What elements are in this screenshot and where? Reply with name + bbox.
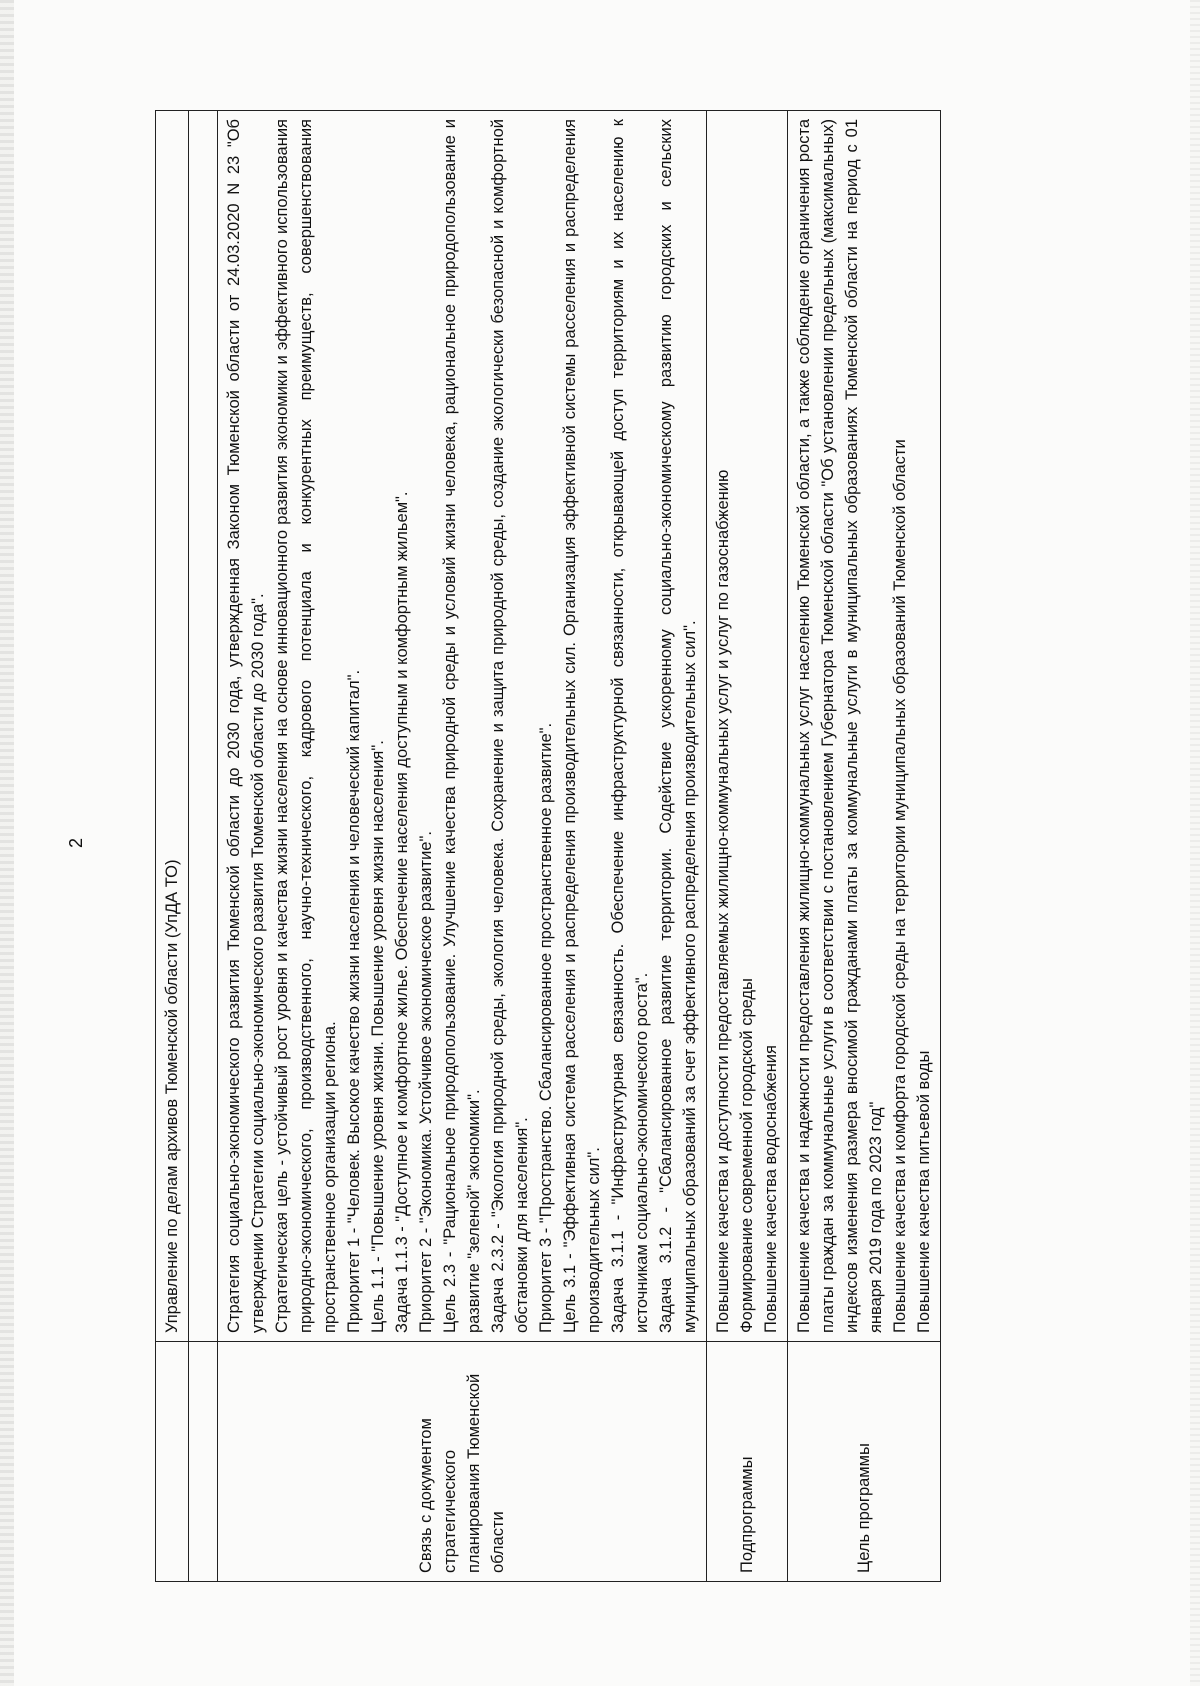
table-row-subprograms [707, 111, 788, 1582]
strategy-label-cell: Связь с документом стратегического планирования Тюменской области [218, 1342, 707, 1582]
strategy-paragraph: Приоритет 1 - "Человек. Высокое качество жизни населения и человеческий капитал". [345, 669, 363, 1333]
strategy-paragraph: Приоритет 2 - "Экономика. Устойчивое экономическое развитие". [417, 831, 435, 1333]
table-row-header [156, 111, 189, 1582]
subprogram-item: Повышение качества водоснабжения [762, 1045, 780, 1333]
strategy-paragraph: Стратегическая цель - устойчивый рост уровня и качества жизни населения на основе инновационного развития экономики и эффективного использования природно-экономического, производственного, научно-технического, кадрового потенциала и конкурентных преимуществ, совершенствования пространственное организации региона. [273, 119, 339, 1333]
strategy-paragraph: Цель 3.1 - "Эффективная система расселения и распределения производительных сил. Организация эффективной системы расселения и распределения производительных сил". [561, 119, 603, 1333]
strategy-paragraph: Цель 2.3 - "Рациональное природопользование. Улучшение качества природной среды и условий жизни человека, рациональное природопользование и развитие "зеленой" экономики". [441, 119, 483, 1333]
goal-item: Повышение качества питьевой воды [915, 1050, 933, 1333]
strategy-paragraph: Задача 3.1.1 - "Инфраструктурная связанность. Обеспечение инфраструктурной связанности, открывающей доступ территориям и их населению к источникам социально-экономического роста". [609, 119, 651, 1333]
strategy-paragraph: Приоритет 3 - "Пространство. Сбалансированное пространственное развитие". [537, 722, 555, 1333]
header-left-cell [156, 1342, 189, 1582]
strategy-paragraph: Цель 1.1 - "Повышение уровня жизни. Повышение уровня жизни населения". [369, 740, 387, 1333]
program-passport-table [155, 110, 941, 1582]
page-number: 2 [66, 838, 86, 849]
strategy-paragraph: Задача 1.1.3 - "Доступное и комфортное жилье. Обеспечение населения доступным и комфортным жильем". [393, 491, 411, 1333]
table-row-goal [788, 111, 941, 1582]
table-row-gap [189, 111, 218, 1582]
gap-cell-right [189, 111, 218, 1342]
strategy-paragraph: Задача 2.3.2 - "Экология природной среды, экология человека. Сохранение и защита природной среды, создание экологически безопасной и комфортной обстановки для населения". [489, 119, 531, 1333]
subprograms-content-cell [707, 111, 788, 1342]
table-row-strategy [218, 111, 707, 1582]
strategy-paragraph: Задача 3.1.2 - "Сбалансированное развитие территории. Содействие ускоренному социально-экономическому развитию городских и сельских муниципальных образований за счет эффективного распределения производительных сил". [657, 119, 699, 1333]
strategy-content-cell [218, 111, 707, 1342]
goal-item: Повышение качества и комфорта городской среды на территории муниципальных образований Тюменской области [891, 439, 909, 1333]
gap-cell-left [189, 1342, 218, 1582]
subprograms-label-cell: Подпрограммы [707, 1342, 788, 1582]
goal-item: Повышение качества и надежности предоставления жилищно-коммунальных услуг населению Тюменской области, а также соблюдение ограничения роста платы граждан за коммунальные услуги в соответствии с постановлением Губернатора Тюменской области "Об установлении предельных (максимальных) индексов изменения размера вносимой гражданами платы за коммунальные услуги в муниципальных образованиях Тюменской области на период с 01 января 2019 года по 2023 год" [795, 119, 885, 1333]
goal-label-cell: Цель программы [788, 1342, 941, 1582]
header-right-cell: Управление по делам архивов Тюменской области (УпДА ТО) [156, 111, 189, 1342]
subprogram-item: Повышение качества и доступности предоставляемых жилищно-коммунальных услуг и услуг по газоснабжению [714, 469, 732, 1333]
goal-content-cell [788, 111, 941, 1342]
subprogram-item: Формирование современной городской среды [738, 978, 756, 1333]
strategy-paragraph: Стратегия социально-экономического развития Тюменской области до 2030 года, утвержденная Законом Тюменской области от 24.03.2020 N 23 "Об утверждении Стратегии социально-экономического развития Тюменской области до 2030 года". [225, 119, 267, 1333]
